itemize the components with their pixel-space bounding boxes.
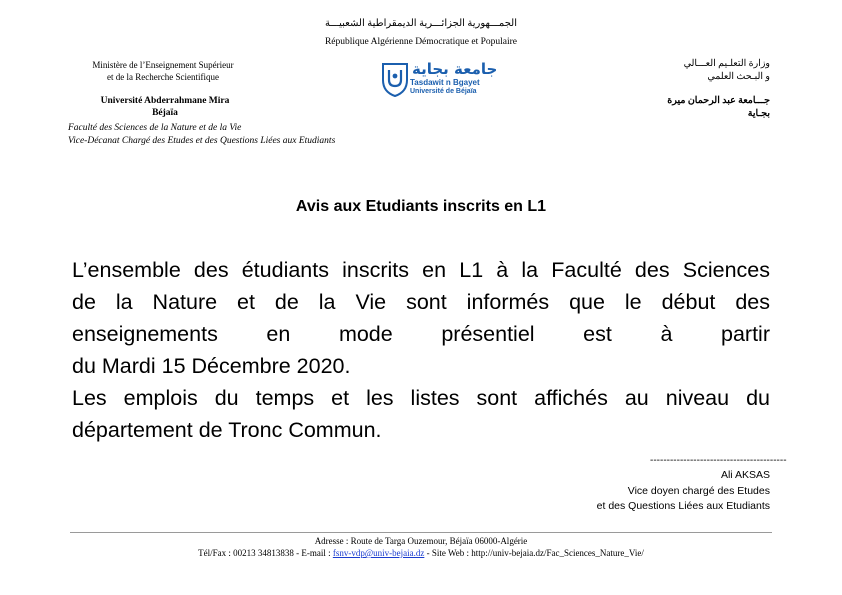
logo-text-line-1: Tasdawit n Bgayet <box>410 78 480 87</box>
notice-line: de la Nature et de la Vie sont informés que le début des <box>72 290 770 314</box>
logo-arabic-text: جامعة بجاية <box>412 60 498 78</box>
notice-line: Les emplois du temps et les listes sont affichés au niveau du <box>72 386 770 410</box>
header-arabic-title: الجمـــهورية الجزائـــرية الديمقراطية الشعبيـــة <box>325 18 517 29</box>
signatory-name: Ali AKSAS <box>720 469 770 481</box>
notice-line: du Mardi 15 Décembre 2020. <box>72 354 351 378</box>
footer-phone: Tél/Fax : 00213 34813838 - E-mail : <box>198 548 331 558</box>
notice-body <box>72 254 770 446</box>
faculty-line-1: Faculté des Sciences de la Nature et de la Vie <box>68 123 242 133</box>
ministry-line-2: et de la Recherche Scientifique <box>107 72 219 82</box>
notice-title: Avis aux Etudiants inscrits en L1 <box>295 198 547 215</box>
ministry-line-1: Ministère de l’Enseignement Supérieur <box>92 60 234 70</box>
footer-email-link[interactable]: fsnv-vdp@univ-bejaia.dz <box>332 548 425 558</box>
faculty-line-2: Vice-Décanat Chargé des Etudes et des Questions Liées aux Etudiants <box>68 136 336 146</box>
footer-address: Adresse : Route de Targa Ouzemour, Béjaïa 06000-Algérie <box>314 536 528 546</box>
signature-dashes: ----------------------------------------- <box>650 455 787 466</box>
logo-text-line-2: Université de Béjaïa <box>410 88 477 95</box>
notice-line: L’ensemble des étudiants inscrits en L1 à la Faculté des Sciences <box>72 258 770 282</box>
signatory-title-line-2: et des Questions Liées aux Etudiants <box>596 500 770 512</box>
university-name-line-1: Université Abderrahmane Mira <box>100 96 230 106</box>
notice-line: département de Tronc Commun. <box>72 418 382 442</box>
footer-contact <box>0 548 842 558</box>
header-french-title: République Algérienne Démocratique et Populaire <box>324 37 518 47</box>
footer-website[interactable]: - Site Web : http://univ-bejaia.dz/Fac_Sciences_Nature_Vie/ <box>426 548 644 558</box>
ministry-arabic-line-2: و البـحث العلمي <box>707 72 770 82</box>
university-logo-icon <box>380 60 410 98</box>
university-arabic-line-1: جـــامعة عبد الرحمان ميرة <box>667 96 770 106</box>
footer-divider <box>70 532 772 533</box>
notice-line: enseignements en mode présentiel est à partir <box>72 322 770 346</box>
ministry-arabic-line-1: وزارة التعلـيم العـــالي <box>683 59 770 69</box>
university-arabic-line-2: بجـاية <box>747 109 770 119</box>
university-name-line-2: Béjaïa <box>152 108 178 118</box>
signatory-title-line-1: Vice doyen chargé des Etudes <box>627 485 770 497</box>
